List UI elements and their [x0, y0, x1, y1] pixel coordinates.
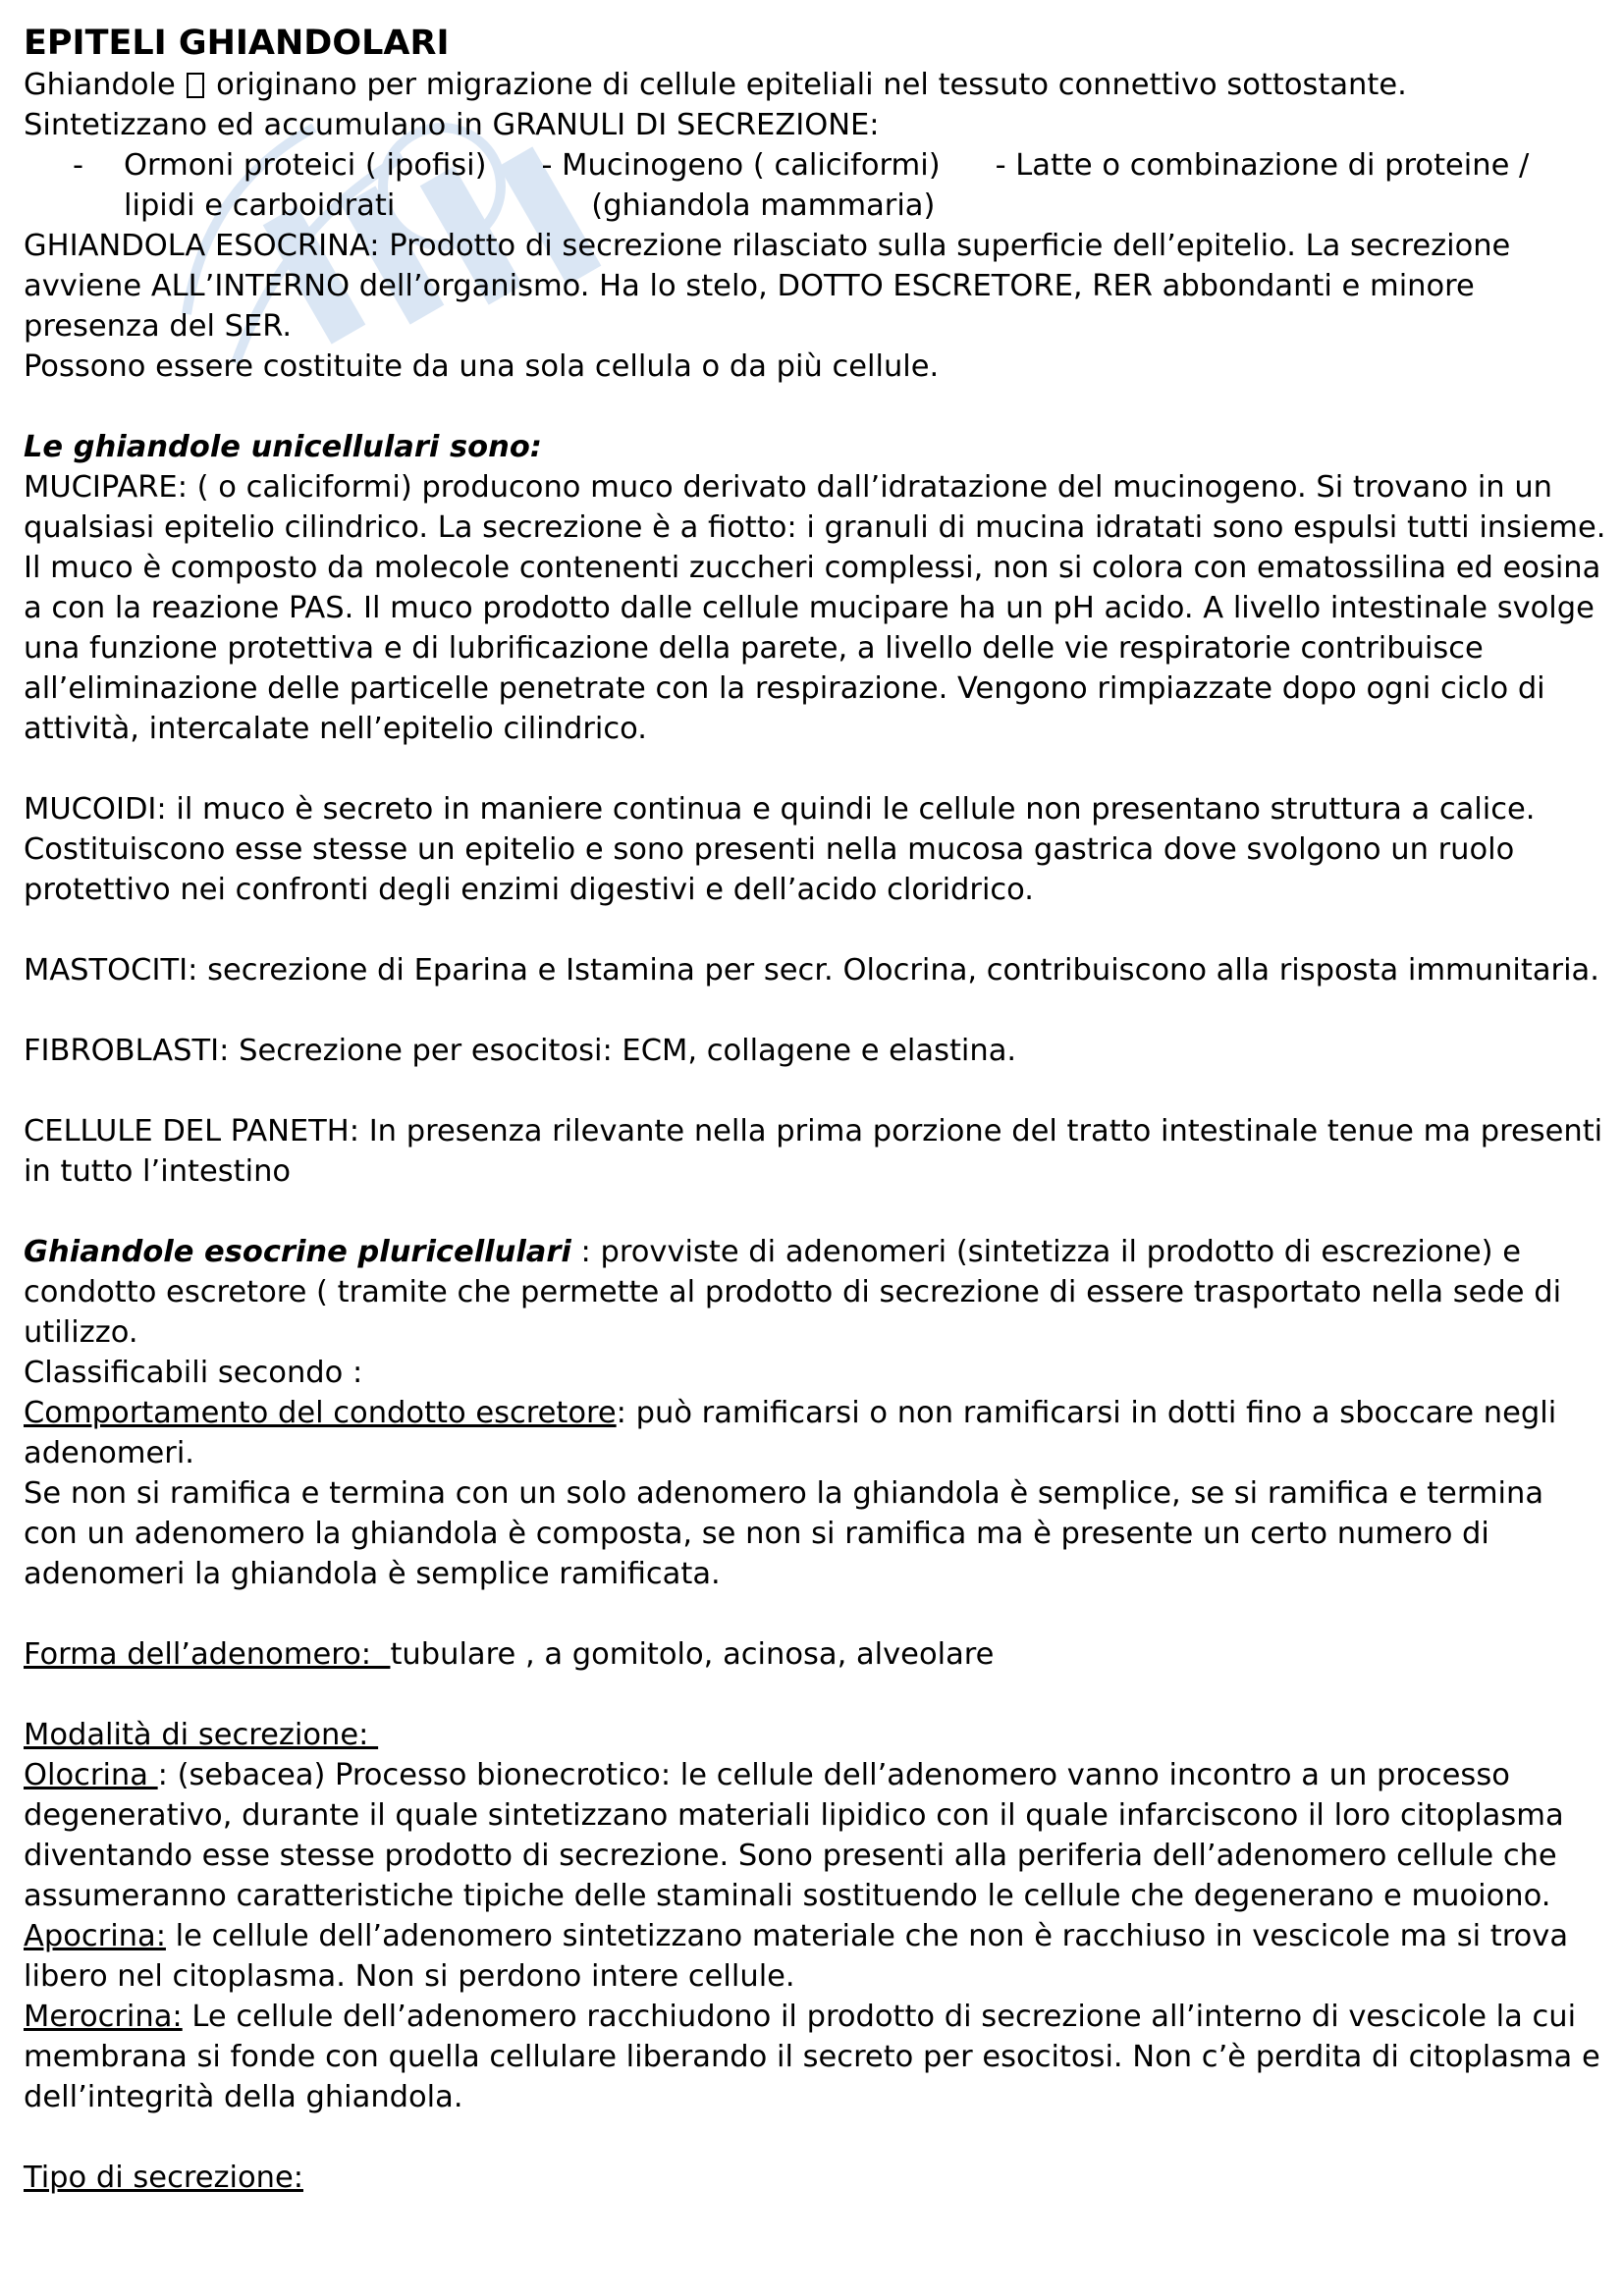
label-merocrina: Merocrina:: [24, 2000, 183, 2034]
intro-line-1: [24, 65, 1606, 105]
merocrina-text: Le cellule dell’adenomero racchiudono il prodotto di secrezione all’interno di vescicole la cui membrana si fonde con quella cellulare liberando il secreto per esocitosi. Non c’è perdita di citoplasma e dell’integrità della ghiandola.: [24, 2000, 1600, 2114]
paragraph-apocrina: [24, 1916, 1606, 1997]
arrow-right-icon: [187, 73, 204, 98]
bullet-line-2: [124, 186, 1606, 226]
paragraph-fibroblasti: FIBROBLASTI: Secrezione per esocitosi: ECM, collagene e elastina.: [24, 1034, 1017, 1068]
olocrina-text: : (sebacea) Processo bionecrotico: le cellule dell’adenomero vanno incontro a un processo degenerativo, durante il quale sintetizzano materiali lipidico con il quale infarciscono il loro citoplasma diventando esse stesse prodotto di secrezione. Sono presenti alla periferia dell’adenomero cellule che assumeranno caratteristiche tipiche delle staminali sostituendo le cellule che degenerano e muoiono.: [24, 1758, 1564, 1913]
paragraph-mastociti: MASTOCITI: secrezione di Eparina e Istamina per secr. Olocrina, contribuiscono alla risposta immunitaria.: [24, 953, 1599, 988]
paragraph-esocrina: GHIANDOLA ESOCRINA: Prodotto di secrezione rilasciato sulla superficie dell’epitelio. La secrezione avviene ALL’INTERNO dell’organismo. Ha lo stelo, DOTTO ESCRETORE, RER abbondanti e minore presenza del SER.: [24, 229, 1511, 344]
paragraph-costituite: Possono essere costituite da una sola cellula o da più cellule.: [24, 349, 940, 384]
label-olocrina: Olocrina: [24, 1758, 158, 1792]
label-forma: Forma dell’adenomero:: [24, 1637, 391, 1672]
granuli-bullet-list: [24, 145, 1606, 226]
label-comportamento: Comportamento del condotto escretore: [24, 1396, 617, 1430]
paragraph-paneth: CELLULE DEL PANETH: In presenza rilevante nella prima porzione del tratto intestinale tenue ma presenti in tutto l’intestino: [24, 1114, 1603, 1189]
apocrina-text: le cellule dell’adenomero sintetizzano materiale che non è racchiuso in vescicole ma si trova libero nel citoplasma. Non si perdono intere cellule.: [24, 1919, 1569, 1994]
bullet-mucinogeno: - Mucinogeno ( caliciformi): [541, 148, 941, 183]
bullet-line-1: [124, 145, 1606, 186]
paragraph-merocrina: [24, 1997, 1606, 2117]
bullet-dash: -: [73, 148, 84, 183]
paragraph-classificabili: Classificabili secondo :: [24, 1356, 363, 1390]
heading-unicellulari: Le ghiandole unicellulari sono:: [24, 430, 542, 464]
intro-line-2: Sintetizzano ed accumulano in GRANULI DI SECREZIONE:: [24, 108, 880, 142]
label-modalita: Modalità di secrezione:: [24, 1718, 379, 1752]
bullet-ormoni: Ormoni proteici ( ipofisi): [124, 148, 487, 183]
label-apocrina: Apocrina:: [24, 1919, 166, 1953]
paragraph-ramifica: Se non si ramifica e termina con un solo adenomero la ghiandola è semplice, se si ramifica e termina con un adenomero la ghiandola è composta, se non si ramifica ma è presente un certo numero di adenomeri la ghiandola è semplice ramificata.: [24, 1476, 1544, 1591]
document-page: [24, 22, 1606, 2198]
page-title: EPITELI GHIANDOLARI: [24, 24, 450, 63]
intro-line-1-start: Ghiandole: [24, 68, 176, 102]
label-tipo-secrezione: Tipo di secrezione:: [24, 2161, 303, 2195]
forma-text: tubulare , a gomitolo, acinosa, alveolare: [390, 1637, 995, 1672]
bullet-lipidi: lipidi e carboidrati: [124, 188, 396, 223]
paragraph-olocrina: [24, 1755, 1606, 1916]
heading-pluricellulari: Ghiandole esocrine pluricellulari: [24, 1235, 571, 1269]
bullet-ghiandola-mammaria: (ghiandola mammaria): [591, 188, 936, 223]
paragraph-mucoidi: MUCOIDI: il muco è secreto in maniere continua e quindi le cellule non presentano struttura a calice. Costituiscono esse stesse un epitelio e sono presenti nella mucosa gastrica dove svolgono un ruolo protettivo nei confronti degli enzimi digestivi e dell’acido cloridrico.: [24, 792, 1536, 907]
bullet-latte: - Latte o combinazione di proteine /: [995, 148, 1530, 183]
paragraph-forma: [24, 1634, 1606, 1675]
pluricellulari-text: : provviste di adenomeri (sintetizza il prodotto di escrezione) e condotto escretore ( tramite che permette al prodotto di secrezione di essere trasportato nella sede di utilizzo.: [24, 1235, 1562, 1350]
paragraph-pluricellulari: [24, 1232, 1606, 1353]
paragraph-comportamento: [24, 1393, 1606, 1473]
intro-line-1-end: originano per migrazione di cellule epiteliali nel tessuto connettivo sottostante.: [216, 68, 1407, 102]
comportamento-text: : può ramificarsi o non ramificarsi in dotti fino a sboccare negli adenomeri.: [24, 1396, 1557, 1470]
paragraph-mucipare: MUCIPARE: ( o caliciformi) producono muco derivato dall’idratazione del mucinogeno. Si trovano in un qualsiasi epitelio cilindrico. La secrezione è a fiotto: i granuli di mucina idratati sono espulsi tutti insieme. Il muco è composto da molecole contenenti zuccheri complessi, non si colora con ematossilina ed eosina a con la reazione PAS. Il muco prodotto dalle cellule mucipare ha un pH acido. A livello intestinale svolge una funzione protettiva e di lubrificazione della parete, a livello delle vie respiratorie contribuisce all’eliminazione delle particelle penetrate con la respirazione. Vengono rimpiazzate dopo ogni ciclo di attività, intercalate nell’epitelio cilindrico.: [24, 470, 1606, 746]
